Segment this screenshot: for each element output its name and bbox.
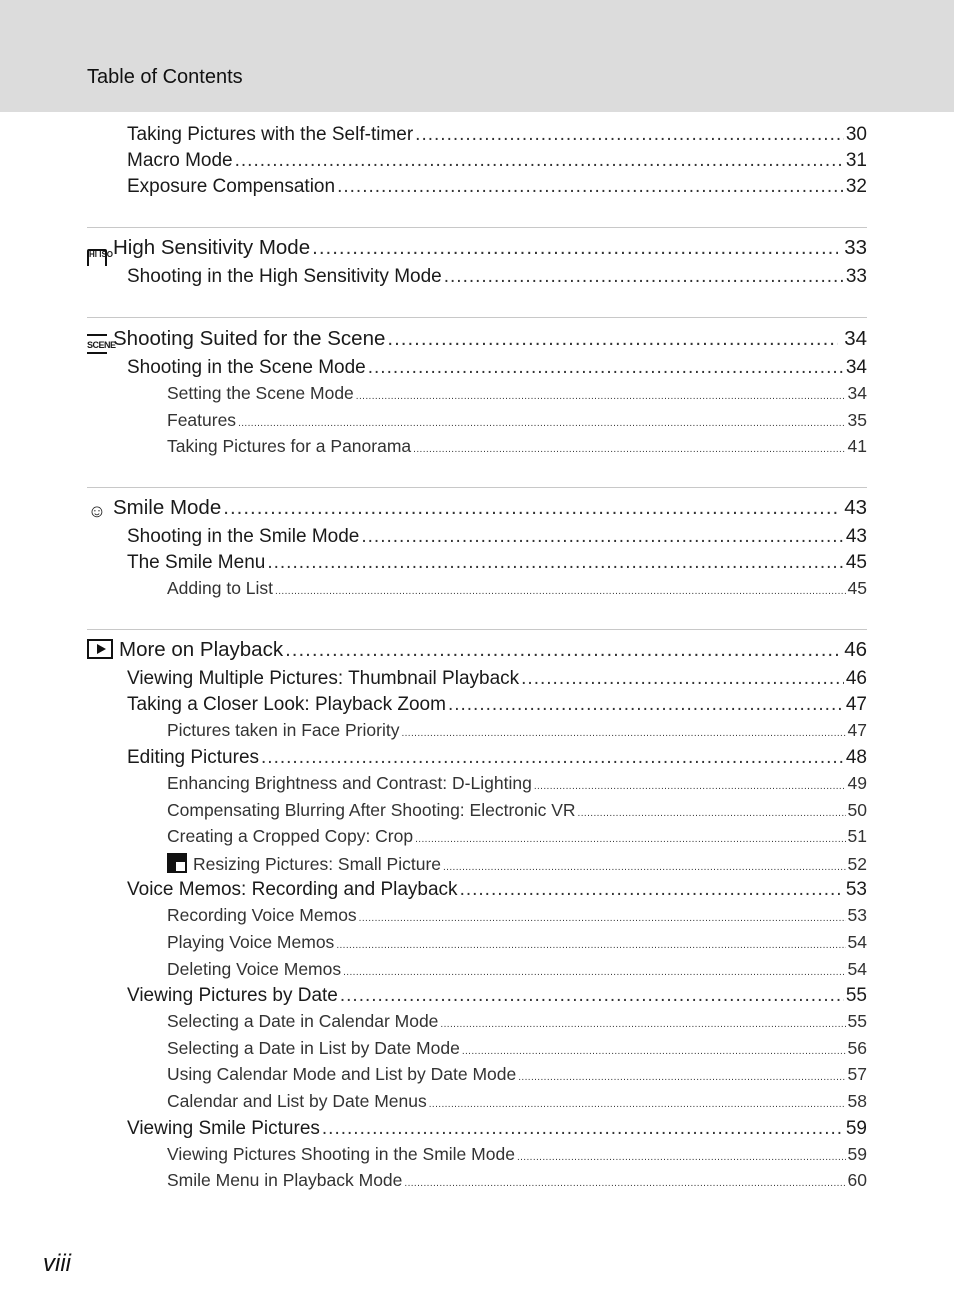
- toc-subentry[interactable]: [87, 1038, 867, 1065]
- toc-entry[interactable]: [87, 150, 867, 176]
- toc-entry[interactable]: [87, 668, 867, 694]
- leader-dots: [517, 1152, 846, 1163]
- leader-dots: [340, 985, 844, 1007]
- leader-dots: [322, 1118, 844, 1140]
- toc-entry-page: 48: [845, 746, 867, 768]
- leader-dots: [448, 694, 844, 716]
- leader-dots: [368, 357, 844, 379]
- toc-entry-label: Viewing Multiple Pictures: Thumbnail Playback: [127, 668, 520, 690]
- leader-dots: [415, 124, 844, 146]
- playback-icon: [87, 639, 113, 659]
- leader-dots: [401, 728, 845, 739]
- toc-subentry-label: Pictures taken in Face Priority: [167, 720, 400, 741]
- toc-subentry[interactable]: [87, 1064, 867, 1091]
- toc-subentry[interactable]: [87, 436, 867, 463]
- toc-subentry-label: Taking Pictures for a Panorama: [167, 436, 412, 457]
- chapter-page: 34: [844, 327, 867, 350]
- toc-subentry-page: 47: [847, 720, 867, 741]
- toc-subentry[interactable]: [87, 720, 867, 747]
- toc-entry-label: Voice Memos: Recording and Playback: [127, 879, 458, 901]
- toc-entry-page: 46: [845, 668, 867, 690]
- toc-entry[interactable]: [87, 985, 867, 1011]
- toc-subentry-page: 56: [847, 1037, 867, 1058]
- toc-entry-label: Macro Mode: [127, 150, 233, 171]
- toc-entry-page: 55: [845, 985, 867, 1007]
- leader-dots: [521, 668, 844, 690]
- toc-entry[interactable]: [87, 552, 867, 578]
- small-picture-icon: [167, 853, 187, 873]
- toc-entry-page: 30: [845, 124, 867, 145]
- leader-dots: [429, 1099, 846, 1110]
- toc-entry-label: Editing Pictures: [127, 746, 260, 768]
- chapter-page: 43: [844, 495, 867, 519]
- toc-subentry-page: 58: [847, 1090, 867, 1111]
- leader-dots: [518, 1072, 845, 1083]
- toc-entry-label: Viewing Smile Pictures: [127, 1117, 320, 1139]
- toc-entry-page: 32: [845, 176, 867, 197]
- toc-entry-label: The Smile Menu: [127, 551, 266, 573]
- toc-subentry-page: 34: [847, 383, 867, 403]
- toc-entry[interactable]: [87, 176, 867, 202]
- toc-subentry-page: 55: [847, 1011, 867, 1032]
- toc-entry[interactable]: [87, 357, 867, 383]
- toc-subentry-label: Resizing Pictures: Small Picture: [167, 853, 443, 875]
- toc-subentry[interactable]: [87, 826, 867, 853]
- toc-subentry-page: 52: [847, 853, 867, 874]
- toc-entry[interactable]: [87, 124, 867, 150]
- chapter-heading-playback[interactable]: [87, 638, 867, 668]
- toc-subentry-page: 41: [847, 436, 867, 457]
- chapter-title: ☺ Smile Mode: [87, 495, 222, 521]
- toc-entry[interactable]: [87, 879, 867, 905]
- toc-subentry[interactable]: [87, 578, 867, 605]
- chapter-heading-smile[interactable]: [87, 496, 867, 526]
- toc-subentry-label: Compensating Blurring After Shooting: Electronic VR: [167, 799, 576, 820]
- leader-dots: [285, 638, 838, 662]
- toc-entry[interactable]: [87, 266, 867, 292]
- toc-subentry-label: Deleting Voice Memos: [167, 958, 342, 979]
- leader-dots: [261, 747, 844, 769]
- chapter-heading-scene[interactable]: [87, 327, 867, 357]
- leader-dots: [361, 526, 843, 548]
- leader-dots: [312, 236, 838, 260]
- toc-entry-label: Taking a Closer Look: Playback Zoom: [127, 694, 446, 716]
- leader-dots: [578, 808, 846, 819]
- leader-dots: [444, 266, 844, 288]
- toc-subentry-page: 45: [847, 577, 867, 598]
- toc-subentry[interactable]: [87, 410, 867, 437]
- toc-entry-label: Viewing Pictures by Date: [127, 985, 338, 1007]
- toc-entry-page: 33: [845, 266, 867, 287]
- toc-subentry-label: Creating a Cropped Copy: Crop: [167, 826, 414, 847]
- header-band: [0, 0, 954, 112]
- toc-subentry[interactable]: [87, 800, 867, 827]
- toc-entry[interactable]: [87, 526, 867, 552]
- toc-subentry-page: 35: [847, 409, 867, 430]
- toc-subentry-label: Calendar and List by Date Menus: [167, 1090, 427, 1111]
- toc-subentry-label: Recording Voice Memos: [167, 905, 357, 926]
- toc-entry-label: Taking Pictures with the Self-timer: [127, 124, 414, 145]
- toc-subentry-page: 53: [847, 905, 867, 926]
- toc-subentry-page: 51: [847, 826, 867, 847]
- toc-subentry[interactable]: [87, 959, 867, 986]
- leader-dots: [415, 834, 845, 845]
- toc-subentry-page: 49: [847, 772, 867, 793]
- toc-subentry-label: Viewing Pictures Shooting in the Smile Mode: [167, 1143, 515, 1164]
- leader-dots: [267, 552, 844, 574]
- toc-entry-page: 43: [845, 525, 867, 547]
- scene-icon: SCENE: [87, 334, 107, 354]
- toc-entry-page: 53: [845, 879, 867, 901]
- leader-dots: [275, 586, 845, 597]
- leader-dots: [462, 1046, 846, 1057]
- toc-entry[interactable]: [87, 694, 867, 720]
- chapter-page: 46: [844, 638, 867, 662]
- toc-subentry-label: Selecting a Date in Calendar Mode: [167, 1011, 439, 1032]
- toc-entry[interactable]: [87, 1118, 867, 1144]
- chapter-heading-high-sensitivity[interactable]: [87, 236, 867, 266]
- toc-entry-page: 34: [845, 357, 867, 378]
- toc-subentry-page: 50: [847, 799, 867, 820]
- leader-dots: [413, 444, 845, 455]
- leader-dots: [356, 391, 846, 402]
- toc-subentry[interactable]: [87, 1144, 867, 1171]
- chapter-title: HI ISOHigh Sensitivity Mode: [87, 236, 312, 266]
- leader-dots: [387, 327, 838, 351]
- toc-entry[interactable]: [87, 747, 867, 773]
- leader-dots: [404, 1178, 845, 1189]
- toc-subentry-label: Features: [167, 409, 237, 430]
- toc-entry-page: 59: [845, 1117, 867, 1139]
- toc-subentry[interactable]: [87, 773, 867, 800]
- toc-subentry-page: 59: [847, 1143, 867, 1164]
- leader-dots: [235, 150, 844, 172]
- toc-subentry-label: Selecting a Date in List by Date Mode: [167, 1037, 460, 1058]
- toc-entry-page: 31: [845, 150, 867, 171]
- toc-subentry-page: 60: [847, 1170, 867, 1191]
- toc-entry-page: 47: [845, 694, 867, 716]
- leader-dots: [359, 913, 846, 924]
- leader-dots: [460, 879, 844, 901]
- table-of-contents: [87, 124, 867, 1197]
- toc-entry-label: Shooting in the High Sensitivity Mode: [127, 266, 442, 287]
- toc-subentry[interactable]: [87, 1011, 867, 1038]
- leader-dots: [343, 967, 845, 978]
- smile-icon: ☺: [87, 500, 107, 521]
- toc-subentry-label: Enhancing Brightness and Contrast: D-Lighting: [167, 772, 532, 793]
- toc-entry-page: 45: [845, 551, 867, 573]
- toc-entry-label: Shooting in the Smile Mode: [127, 525, 360, 547]
- toc-subentry[interactable]: [87, 905, 867, 932]
- toc-subentry-label: Smile Menu in Playback Mode: [167, 1170, 403, 1191]
- page-number: viii: [43, 1250, 71, 1277]
- toc-subentry-page: 57: [847, 1064, 867, 1085]
- toc-subentry[interactable]: [87, 383, 867, 410]
- toc-subentry-page: 54: [847, 931, 867, 952]
- toc-subentry-page: 54: [847, 958, 867, 979]
- toc-entry-label: Shooting in the Scene Mode: [127, 357, 366, 378]
- toc-subentry[interactable]: [87, 1091, 867, 1118]
- leader-dots: [534, 781, 846, 792]
- high-sensitivity-icon: HI ISO: [87, 249, 107, 266]
- toc-subentry-label: Setting the Scene Mode: [167, 383, 354, 403]
- leader-dots: [238, 418, 845, 429]
- toc-subentry[interactable]: [87, 932, 867, 959]
- chapter-title: More on Playback: [87, 638, 285, 662]
- page-header-title: Table of Contents: [87, 66, 243, 88]
- toc-subentry[interactable]: [87, 853, 867, 880]
- toc-subentry-label: Adding to List: [167, 577, 274, 598]
- toc-subentry-label: Using Calendar Mode and List by Date Mode: [167, 1064, 517, 1085]
- toc-subentry[interactable]: [87, 1170, 867, 1197]
- leader-dots: [440, 1019, 845, 1030]
- chapter-page: 33: [844, 236, 867, 259]
- leader-dots: [223, 496, 838, 520]
- toc-entry-label: Exposure Compensation: [127, 176, 336, 197]
- leader-dots: [336, 940, 845, 951]
- chapter-title: SCENEShooting Suited for the Scene: [87, 327, 387, 354]
- leader-dots: [443, 862, 846, 873]
- toc-subentry-label: Playing Voice Memos: [167, 931, 335, 952]
- leader-dots: [337, 176, 844, 198]
